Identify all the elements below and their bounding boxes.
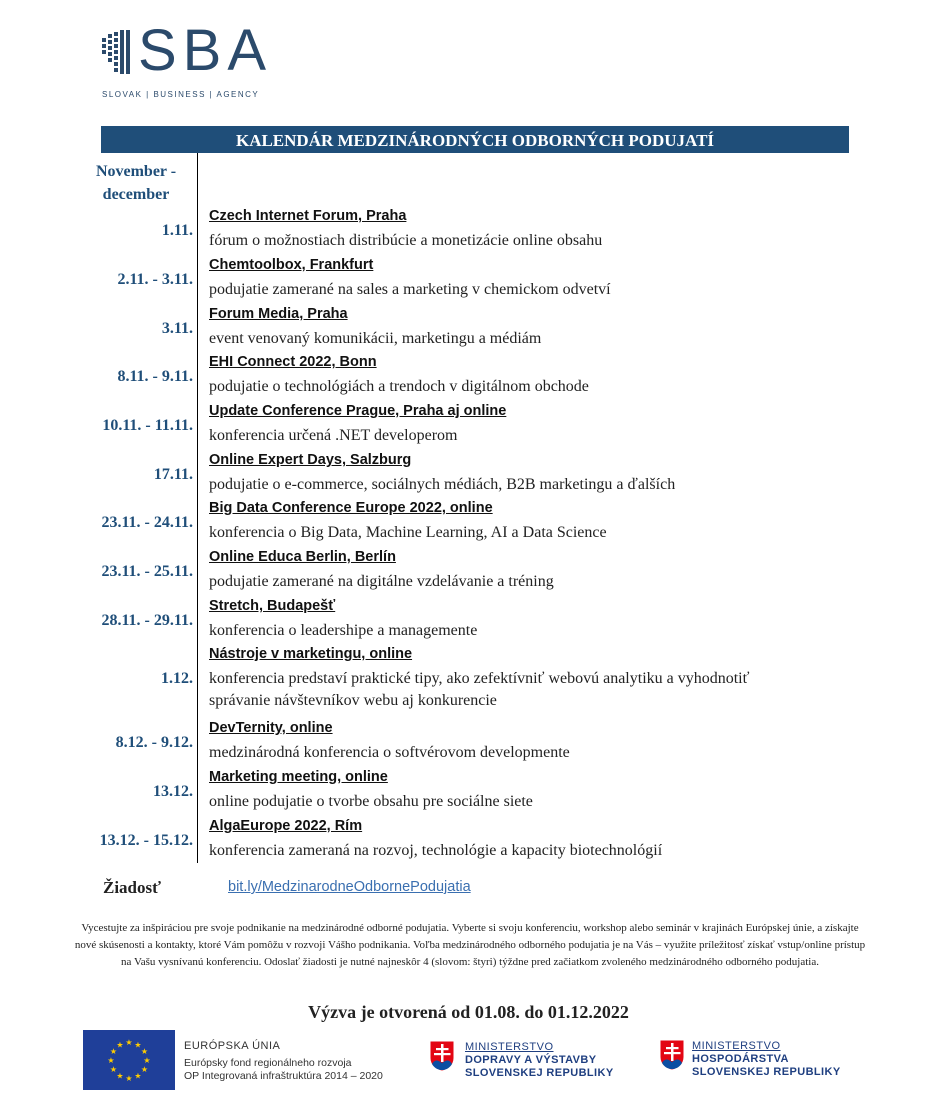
event-description xyxy=(209,279,611,301)
svg-text:★: ★ xyxy=(134,1071,142,1081)
svg-text:★: ★ xyxy=(140,1047,149,1056)
eu-flag-icon xyxy=(83,1030,175,1090)
svg-text:★: ★ xyxy=(116,1040,124,1050)
eu-heading: EURÓPSKA ÚNIA xyxy=(184,1040,281,1052)
event-title[interactable]: Stretch, Budapešť xyxy=(209,598,336,614)
svg-text:★: ★ xyxy=(125,1038,133,1047)
ministry-transport-heading: MINISTERSTVO xyxy=(465,1041,554,1053)
event-date: 23.11. - 25.11. xyxy=(101,563,193,580)
event-title[interactable]: Forum Media, Praha xyxy=(209,306,348,322)
event-date: 17.11. xyxy=(153,466,193,483)
event-description-line: event venovaný komunikácii, marketingu a médiám xyxy=(209,330,542,347)
event-date: 1.11. xyxy=(161,222,193,239)
event-description-line: podujatie zamerané na sales a marketing v chemickom odvetví xyxy=(209,281,611,298)
event-title[interactable]: EHI Connect 2022, Bonn xyxy=(209,354,377,370)
info-paragraph: Vycestujte za inšpiráciou pre svoje podnikanie na medzinárodné odborné podujatia. Vyberte si svoju konferenciu, workshop alebo seminár v krajinách Európskej únie, a získajte nové skúsenosti a kontakty, ktoré Vám pomôžu v rozvoji Vášho podnikania. Voľba medzinárodného odborného podujatia je na Vás – využite príležitosť získať vstup/online prístup na Vašu vysnívanú konferenciu. Odoslať žiadosti je nutné najneskôr 4 (slovom: štyri) týždne pred začiatkom zvoleného medzinárodného odborného podujatia. xyxy=(74,922,866,968)
event-description xyxy=(209,620,477,642)
event-description-line: konferencia zameraná na rozvoj, technológie a kapacity biotechnológií xyxy=(209,842,663,859)
event-description xyxy=(209,328,541,350)
event-description-line: konferencia o Big Data, Machine Learning, AI a Data Science xyxy=(209,524,607,541)
event-description-line: správanie návštevníkov webu aj konkurencie xyxy=(209,692,497,709)
event-description-line: konferencia o leadershipe a managemente xyxy=(209,622,478,639)
ministry-economy-heading: MINISTERSTVO xyxy=(692,1040,781,1052)
event-description xyxy=(209,425,457,447)
svg-text:★: ★ xyxy=(109,1065,118,1074)
eu-text xyxy=(184,1040,383,1083)
month-line-2: december xyxy=(102,186,170,203)
event-description-line: podujatie o e-commerce, sociálnych médiách, B2B marketingu a ďalších xyxy=(209,476,676,493)
sba-logo-icon xyxy=(102,30,130,74)
svg-text:★: ★ xyxy=(109,1047,118,1056)
event-description xyxy=(209,230,602,252)
event-date: 8.11. - 9.11. xyxy=(117,368,193,385)
event-title[interactable]: AlgaEurope 2022, Rím xyxy=(209,818,363,834)
event-description-line: konferencia určená .NET developerom xyxy=(209,427,458,444)
svg-text:★: ★ xyxy=(116,1071,124,1081)
month-heading xyxy=(84,160,188,206)
event-description-line: konferencia predstaví praktické tipy, ako zefektívniť webovú analytiku a vyhodnotiť xyxy=(209,670,750,687)
calendar-title-banner: KALENDÁR MEDZINÁRODNÝCH ODBORNÝCH PODUJATÍ xyxy=(101,126,849,153)
event-description-line: podujatie o technológiách a trendoch v digitálnom obchode xyxy=(209,378,589,395)
event-description xyxy=(209,668,749,712)
event-title[interactable]: Big Data Conference Europe 2022, online xyxy=(209,500,493,516)
logo-subtitle: SLOVAK | BUSINESS | AGENCY xyxy=(102,90,260,99)
slovak-crest-icon xyxy=(429,1040,455,1072)
event-description xyxy=(209,474,675,496)
event-description xyxy=(209,571,554,593)
event-date: 23.11. - 24.11. xyxy=(101,514,193,531)
svg-text:★: ★ xyxy=(140,1065,149,1074)
svg-text:★: ★ xyxy=(143,1056,151,1065)
event-title[interactable]: Czech Internet Forum, Praha xyxy=(209,208,407,224)
event-description xyxy=(209,742,570,764)
event-description-line: podujatie zamerané na digitálne vzdelávanie a tréning xyxy=(209,573,554,590)
event-date: 13.12. xyxy=(153,783,193,800)
event-description-line: fórum o možnostiach distribúcie a monetizácie online obsahu xyxy=(209,232,603,249)
ministry-economy xyxy=(692,1040,841,1079)
timeline-divider xyxy=(197,153,198,863)
event-date: 3.11. xyxy=(161,320,193,337)
call-dates: Výzva je otvorená od 01.08. do 01.12.2022 xyxy=(308,1002,629,1022)
event-title[interactable]: Online Expert Days, Salzburg xyxy=(209,452,412,468)
sba-logo xyxy=(102,18,302,108)
ministry-transport-line-2: SLOVENSKEJ REPUBLIKY xyxy=(465,1067,614,1079)
ministry-transport xyxy=(465,1041,614,1080)
request-label: Žiadosť xyxy=(103,878,161,897)
event-description xyxy=(209,791,533,813)
request-link[interactable]: bit.ly/MedzinarodneOdbornePodujatia xyxy=(228,879,471,895)
event-title[interactable]: Update Conference Prague, Praha aj online xyxy=(209,403,507,419)
event-date: 8.12. - 9.12. xyxy=(115,734,193,751)
svg-text:★: ★ xyxy=(125,1074,133,1083)
event-title[interactable]: Nástroje v marketingu, online xyxy=(209,646,413,662)
event-description-line: online podujatie o tvorbe obsahu pre sociálne siete xyxy=(209,793,533,810)
logo-text: SBA xyxy=(138,18,273,83)
event-title[interactable]: Marketing meeting, online xyxy=(209,769,388,785)
event-description xyxy=(209,522,607,544)
eu-line-2: OP Integrovaná infraštruktúra 2014 – 2020 xyxy=(184,1070,383,1082)
event-date: 10.11. - 11.11. xyxy=(102,417,193,434)
svg-text:★: ★ xyxy=(134,1040,142,1050)
event-description xyxy=(209,376,589,398)
svg-text:★: ★ xyxy=(107,1056,115,1065)
event-description-line: medzinárodná konferencia o softvérovom developmente xyxy=(209,744,570,761)
month-line-1: November - xyxy=(95,163,177,180)
ministry-economy-line-2: SLOVENSKEJ REPUBLIKY xyxy=(692,1066,841,1078)
eu-line-1: Európsky fond regionálneho rozvoja xyxy=(184,1057,352,1069)
slovak-crest-icon-2 xyxy=(659,1039,685,1071)
event-date: 13.12. - 15.12. xyxy=(99,832,193,849)
ministry-transport-line-1: DOPRAVY A VÝSTAVBY xyxy=(465,1054,597,1066)
event-title[interactable]: DevTernity, online xyxy=(209,720,333,736)
event-description xyxy=(209,840,662,862)
event-title[interactable]: Online Educa Berlin, Berlín xyxy=(209,549,396,565)
event-title[interactable]: Chemtoolbox, Frankfurt xyxy=(209,257,374,273)
event-date: 1.12. xyxy=(161,670,193,687)
event-date: 28.11. - 29.11. xyxy=(101,612,193,629)
event-date: 2.11. - 3.11. xyxy=(117,271,193,288)
ministry-economy-line-1: HOSPODÁRSTVA xyxy=(692,1053,789,1065)
